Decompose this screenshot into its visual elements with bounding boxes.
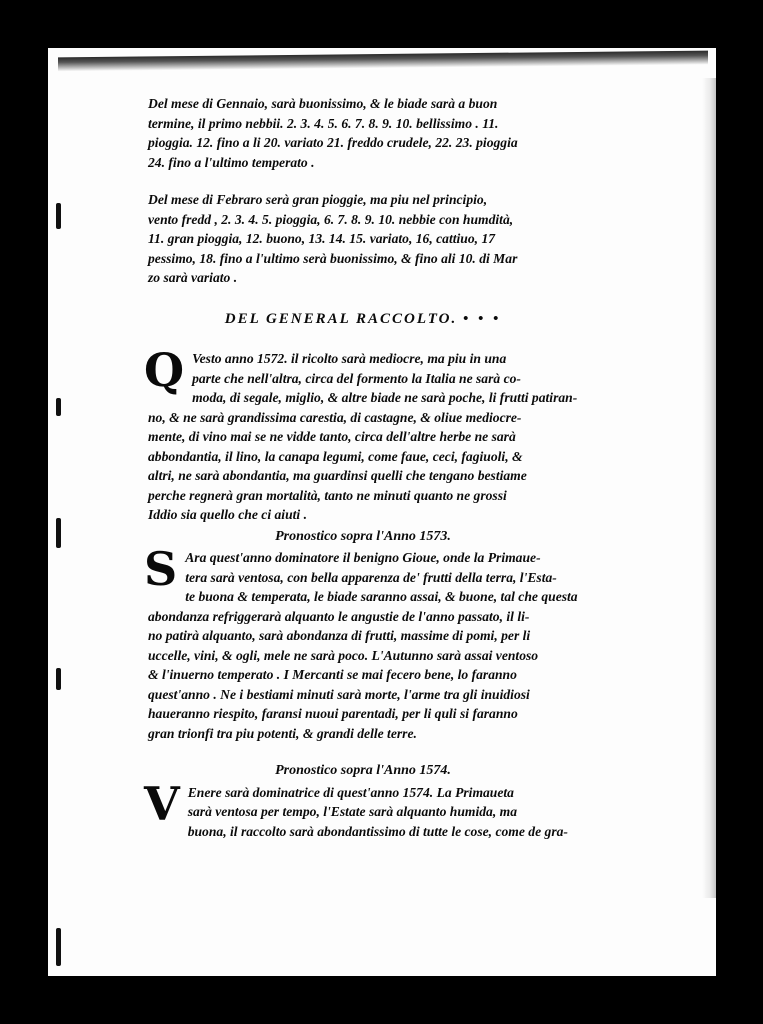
text-line: Del mese di Febraro serà gran pioggie, ma piu nel principio, [148,192,488,207]
binding-mark [56,518,61,548]
binding-mark [56,398,61,416]
section-heading-raccolto [148,310,578,330]
text-line: haueranno riespito, faransi nuoui parentadi, per li quli si faranno [148,706,518,721]
text-line: termine, il primo nebbii. 2. 3. 4. 5. 6. 7. 8. 9. 10. bellissimo . 11. [148,115,499,131]
text-line: abondanza refriggerarà alquanto le angustie de l'anno passato, il li- [148,608,530,624]
body-text [144,94,578,841]
text-line: no patirà alquanto, sarà abondanza di frutti, massime di pomi, per li [148,628,531,643]
text-line: moda, di segale, miglio, & altre biade ne sarà poche, li frutti patiran- [192,390,578,405]
text-line: gran trionfi tra piu potenti, & grandi delle terre. [148,725,417,741]
text-line: 24. fino a l'ultimo temperato . [148,154,315,170]
section-heading-1574: Pronostico sopra l'Anno 1574. [275,763,451,778]
text-line: Ara quest'anno dominatore il benigno Gioue, onde la Primaue- [185,550,541,565]
paragraph-febraro [148,190,578,288]
text-line: vento fredd , 2. 3. 4. 5. pioggia, 6. 7. 8. 9. 10. nebbie con humdità, [148,211,514,227]
text-line: Enere sarà dominatrice di quest'anno 1574. La Primaueta [187,784,514,800]
text-line: & l'inuerno temperato . I Mercanti se mai fecero bene, lo faranno [148,667,517,682]
heading-ornament: • • • [462,310,502,327]
drop-cap: Q [144,343,185,397]
text-line: pioggia. 12. fino a li 20. variato 21. freddo crudele, 22. 23. pioggia [148,135,518,150]
paragraph-raccolto [144,343,578,525]
text-line: Del mese di Gennaio, sarà buonissimo, & le biade sarà a buon [148,96,498,111]
text-line: parte che nell'altra, circa del formento la Italia ne sarà co- [192,370,521,386]
paragraph-1574 [144,776,578,842]
heading-text: DEL GENERAL RACCOLTO. [224,310,458,327]
binding-mark [56,928,61,966]
section-heading-1573: Pronostico sopra l'Anno 1573. [275,528,451,544]
right-page-shadow [702,78,716,898]
text-line: perche regnerà gran mortalità, tanto ne minuti quanto ne grossi [148,487,507,503]
text-line: sarà ventosa per tempo, l'Estate sarà alquanto humida, ma [187,804,518,819]
left-binding-edge [56,108,64,928]
text-line: abbondantia, il lino, la canapa legumi, come faue, ceci, fagiuoli, & [148,448,523,464]
paragraph-gennaio [148,94,578,172]
text-line: Iddio sia quello che ci aiuti . [148,507,307,522]
drop-cap: V [144,776,180,831]
text-line: tera sarà ventosa, con bella apparenza de' frutti della terra, l'Esta- [185,569,557,585]
text-line: mente, di vino mai se ne vidde tanto, circa dell'altre herbe ne sarà [148,429,516,444]
binding-mark [56,203,61,229]
text-line: no, & ne sarà grandissima carestia, di castagne, & oliue mediocre- [148,409,522,425]
top-edge-shadow [58,51,708,72]
paragraph-1573 [144,542,578,743]
text-line: uccelle, vini, & ogli, mele ne sarà poco. L'Autunno sarà assai ventoso [148,647,539,663]
drop-cap: S [144,542,178,596]
text-line: pessimo, 18. fino a l'ultimo serà buonissimo, & fino ali 10. di Mar [148,250,518,266]
text-line: Vesto anno 1572. il ricolto sarà mediocre, ma piu in una [192,351,507,366]
text-line: zo sarà variato . [148,270,238,285]
text-line: 11. gran pioggia, 12. buono, 13. 14. 15. variato, 16, cattiuo, 17 [148,231,496,246]
binding-mark [56,668,61,690]
text-line: quest'anno . Ne i bestiami minuti sarà morte, l'arme tra gli inuidiosi [148,686,530,702]
document-page [48,48,716,976]
text-line: te buona & temperata, le biade saranno assai, & buone, tal che questa [185,589,578,604]
text-line: buona, il raccolto sarà abondantissimo di tutte le cose, come de gra- [187,823,568,839]
text-line: altri, ne sarà abondantia, ma guardinsi quelli che tengano bestiame [148,468,527,483]
